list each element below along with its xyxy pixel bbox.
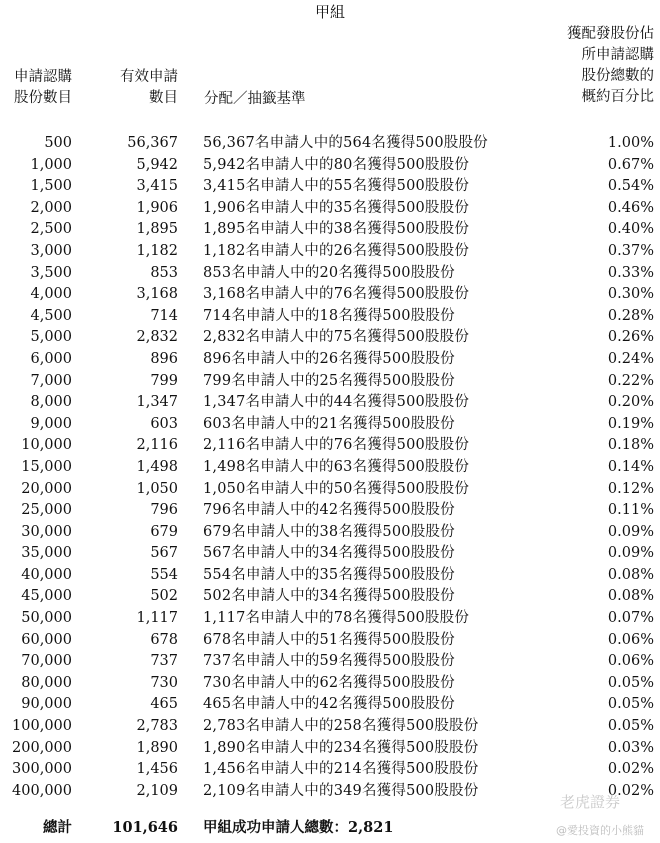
cell-allocation-basis: 502名申請人中的34名獲得500股股份 <box>203 588 455 605</box>
cell-applied-shares: 8,000 <box>30 394 72 411</box>
table-row <box>0 155 660 177</box>
cell-allocation-basis: 1,498名申請人中的63名獲得500股股份 <box>203 458 470 475</box>
cell-allotment-percentage: 0.22% <box>607 372 654 389</box>
header-line: 有效申請 <box>120 69 178 85</box>
cell-allocation-basis: 465名申請人中的42名獲得500股股份 <box>203 696 455 713</box>
header-line: 申請認購 <box>14 69 72 85</box>
table-row <box>0 522 660 544</box>
cell-applied-shares: 70,000 <box>21 653 72 670</box>
table-row <box>0 133 660 155</box>
table-row <box>0 694 660 716</box>
cell-allotment-percentage: 0.02% <box>607 782 654 799</box>
cell-applied-shares: 60,000 <box>21 631 72 648</box>
cell-allocation-basis: 730名申請人中的62名獲得500股股份 <box>203 674 455 691</box>
total-label: 總計 <box>43 820 72 836</box>
header-line: 數目 <box>149 90 178 106</box>
cell-allocation-basis: 796名申請人中的42名獲得500股股份 <box>203 502 455 519</box>
total-applications: 101,646 <box>112 819 178 836</box>
table-row <box>0 414 660 436</box>
cell-applied-shares: 9,000 <box>30 415 72 432</box>
cell-valid-applications: 714 <box>150 307 178 324</box>
cell-allotment-percentage: 1.00% <box>607 135 654 151</box>
watermark-credit: @愛投資的小熊貓 <box>556 824 644 837</box>
cell-applied-shares: 2,500 <box>30 221 72 238</box>
cell-allotment-percentage: 0.05% <box>607 718 654 735</box>
cell-allocation-basis: 1,456名申請人中的214名獲得500股股份 <box>203 761 479 778</box>
cell-valid-applications: 1,906 <box>136 199 178 216</box>
cell-allocation-basis: 678名申請人中的51名獲得500股股份 <box>203 631 455 648</box>
table-row <box>0 586 660 608</box>
cell-valid-applications: 737 <box>150 653 178 670</box>
cell-valid-applications: 1,456 <box>136 761 178 778</box>
cell-applied-shares: 45,000 <box>21 588 72 605</box>
cell-applied-shares: 5,000 <box>30 329 72 346</box>
cell-allotment-percentage: 0.06% <box>607 653 654 670</box>
cell-valid-applications: 2,116 <box>136 437 178 454</box>
cell-allocation-basis: 2,116名申請人中的76名獲得500股股份 <box>203 437 470 454</box>
cell-allocation-basis: 1,895名申請人中的38名獲得500股股份 <box>203 221 470 238</box>
cell-allocation-basis: 567名申請人中的34名獲得500股股份 <box>203 545 455 562</box>
cell-valid-applications: 567 <box>150 545 178 562</box>
cell-allotment-percentage: 0.08% <box>607 588 654 605</box>
cell-allocation-basis: 2,109名申請人中的349名獲得500股股份 <box>203 782 479 799</box>
cell-allocation-basis: 896名申請人中的26名獲得500股股份 <box>203 350 455 367</box>
table-row <box>0 198 660 220</box>
table-row <box>0 327 660 349</box>
table-row <box>0 651 660 673</box>
cell-applied-shares: 200,000 <box>12 739 72 756</box>
table-row <box>0 241 660 263</box>
cell-applied-shares: 10,000 <box>21 437 72 454</box>
table-row <box>0 738 660 760</box>
table-row <box>0 500 660 522</box>
cell-applied-shares: 80,000 <box>21 674 72 691</box>
cell-allocation-basis: 853名申請人中的20名獲得500股股份 <box>203 264 455 281</box>
cell-allotment-percentage: 0.24% <box>607 350 654 367</box>
cell-valid-applications: 3,168 <box>136 286 178 303</box>
cell-applied-shares: 100,000 <box>12 718 72 735</box>
header-line: 概約百分比 <box>581 89 654 105</box>
cell-valid-applications: 56,367 <box>127 135 178 151</box>
cell-allotment-percentage: 0.03% <box>607 739 654 756</box>
cell-valid-applications: 853 <box>150 264 178 281</box>
cell-allotment-percentage: 0.08% <box>607 566 654 583</box>
cell-allotment-percentage: 0.11% <box>607 502 654 519</box>
cell-valid-applications: 603 <box>150 415 178 432</box>
cell-allocation-basis: 1,182名申請人中的26名獲得500股股份 <box>203 242 470 259</box>
cell-allocation-basis: 2,832名申請人中的75名獲得500股股份 <box>203 329 470 346</box>
table-row <box>0 608 660 630</box>
header-allotment-percentage <box>530 24 654 108</box>
table-title: 甲組 <box>314 3 345 21</box>
cell-allocation-basis: 1,890名申請人中的234名獲得500股股份 <box>203 739 479 756</box>
cell-allocation-basis: 3,168名申請人中的76名獲得500股股份 <box>203 286 470 303</box>
cell-allocation-basis: 1,050名申請人中的50名獲得500股股份 <box>203 480 470 497</box>
cell-valid-applications: 1,498 <box>136 458 178 475</box>
cell-allotment-percentage: 0.54% <box>607 178 654 195</box>
table-row <box>0 392 660 414</box>
watermark-logo: 老虎證券 <box>560 793 621 811</box>
cell-applied-shares: 20,000 <box>21 480 72 497</box>
cell-applied-shares: 300,000 <box>12 761 72 778</box>
cell-allotment-percentage: 0.40% <box>607 221 654 238</box>
table-row <box>0 759 660 781</box>
cell-allocation-basis: 603名申請人中的21名獲得500股股份 <box>203 415 455 432</box>
cell-valid-applications: 1,890 <box>136 739 178 756</box>
table-row <box>0 263 660 285</box>
cell-allotment-percentage: 0.28% <box>607 307 654 324</box>
header-line: 股份總數的 <box>581 68 654 84</box>
header-line: 所申請認購 <box>581 47 654 63</box>
cell-allotment-percentage: 0.09% <box>607 545 654 562</box>
header-valid-applications <box>98 67 178 109</box>
cell-allotment-percentage: 0.33% <box>607 264 654 281</box>
cell-valid-applications: 1,347 <box>136 394 178 411</box>
cell-applied-shares: 40,000 <box>21 566 72 583</box>
cell-allocation-basis: 799名申請人中的25名獲得500股股份 <box>203 372 455 389</box>
cell-allocation-basis: 1,906名申請人中的35名獲得500股股份 <box>203 199 470 216</box>
cell-valid-applications: 2,783 <box>136 718 178 735</box>
cell-allocation-basis: 1,347名申請人中的44名獲得500股股份 <box>203 394 470 411</box>
cell-applied-shares: 3,500 <box>30 264 72 281</box>
cell-valid-applications: 1,182 <box>136 242 178 259</box>
cell-allocation-basis: 714名申請人中的18名獲得500股股份 <box>203 307 455 324</box>
cell-valid-applications: 2,109 <box>136 782 178 799</box>
table-row <box>0 673 660 695</box>
cell-applied-shares: 4,500 <box>30 307 72 324</box>
cell-valid-applications: 5,942 <box>136 156 178 173</box>
cell-applied-shares: 6,000 <box>30 350 72 367</box>
cell-valid-applications: 678 <box>150 631 178 648</box>
allocation-table-body <box>0 133 660 802</box>
table-row <box>0 306 660 328</box>
cell-applied-shares: 7,000 <box>30 372 72 389</box>
cell-valid-applications: 730 <box>150 674 178 691</box>
table-row <box>0 479 660 501</box>
cell-allotment-percentage: 0.05% <box>607 696 654 713</box>
table-row <box>0 219 660 241</box>
cell-valid-applications: 799 <box>150 372 178 389</box>
table-row <box>0 284 660 306</box>
cell-valid-applications: 796 <box>150 502 178 519</box>
total-successful-summary: 甲組成功申請人總數：2,821 <box>203 819 394 836</box>
table-row <box>0 371 660 393</box>
cell-valid-applications: 1,050 <box>136 480 178 497</box>
cell-valid-applications: 2,832 <box>136 329 178 346</box>
cell-allocation-basis: 3,415名申請人中的55名獲得500股股份 <box>203 178 470 195</box>
cell-allotment-percentage: 0.19% <box>607 415 654 432</box>
cell-allocation-basis: 56,367名申請人中的564名獲得500股股份 <box>203 135 488 151</box>
cell-valid-applications: 554 <box>150 566 178 583</box>
table-row <box>0 630 660 652</box>
header-line: 獲配發股份佔 <box>567 26 654 42</box>
cell-allocation-basis: 1,117名申請人中的78名獲得500股股份 <box>203 610 470 627</box>
cell-valid-applications: 3,415 <box>136 178 178 195</box>
cell-allotment-percentage: 0.20% <box>607 394 654 411</box>
header-applied-shares <box>2 67 72 109</box>
cell-allotment-percentage: 0.37% <box>607 242 654 259</box>
cell-applied-shares: 1,000 <box>30 156 72 173</box>
cell-allocation-basis: 554名申請人中的35名獲得500股股份 <box>203 566 455 583</box>
cell-applied-shares: 1,500 <box>30 178 72 195</box>
cell-applied-shares: 400,000 <box>12 782 72 799</box>
table-row <box>0 435 660 457</box>
table-row <box>0 565 660 587</box>
cell-valid-applications: 679 <box>150 523 178 540</box>
cell-allotment-percentage: 0.30% <box>607 286 654 303</box>
cell-valid-applications: 1,117 <box>136 610 178 627</box>
cell-valid-applications: 465 <box>150 696 178 713</box>
cell-applied-shares: 2,000 <box>30 199 72 216</box>
cell-allotment-percentage: 0.12% <box>607 480 654 497</box>
cell-applied-shares: 30,000 <box>21 523 72 540</box>
cell-valid-applications: 896 <box>150 350 178 367</box>
cell-allocation-basis: 737名申請人中的59名獲得500股股份 <box>203 653 455 670</box>
table-row <box>0 716 660 738</box>
cell-allotment-percentage: 0.02% <box>607 761 654 778</box>
cell-applied-shares: 25,000 <box>21 502 72 519</box>
cell-valid-applications: 502 <box>150 588 178 605</box>
cell-applied-shares: 500 <box>44 135 72 151</box>
cell-applied-shares: 50,000 <box>21 610 72 627</box>
cell-applied-shares: 3,000 <box>30 242 72 259</box>
table-row <box>0 457 660 479</box>
cell-applied-shares: 35,000 <box>21 545 72 562</box>
cell-allotment-percentage: 0.06% <box>607 631 654 648</box>
cell-allotment-percentage: 0.05% <box>607 674 654 691</box>
cell-allotment-percentage: 0.46% <box>607 199 654 216</box>
cell-allotment-percentage: 0.26% <box>607 329 654 346</box>
header-line: 股份數目 <box>14 90 72 106</box>
header-allocation-basis: 分配／抽籤基準 <box>204 91 306 107</box>
cell-allocation-basis: 2,783名申請人中的258名獲得500股股份 <box>203 718 479 735</box>
cell-allotment-percentage: 0.07% <box>607 610 654 627</box>
cell-allotment-percentage: 0.09% <box>607 523 654 540</box>
cell-allocation-basis: 679名申請人中的38名獲得500股股份 <box>203 523 455 540</box>
table-row <box>0 176 660 198</box>
cell-applied-shares: 90,000 <box>21 696 72 713</box>
cell-valid-applications: 1,895 <box>136 221 178 238</box>
cell-allotment-percentage: 0.14% <box>607 458 654 475</box>
cell-allotment-percentage: 0.67% <box>607 156 654 173</box>
table-row <box>0 543 660 565</box>
table-row <box>0 349 660 371</box>
cell-applied-shares: 15,000 <box>21 458 72 475</box>
cell-allotment-percentage: 0.18% <box>607 437 654 454</box>
cell-allocation-basis: 5,942名申請人中的80名獲得500股股份 <box>203 156 470 173</box>
cell-applied-shares: 4,000 <box>30 286 72 303</box>
